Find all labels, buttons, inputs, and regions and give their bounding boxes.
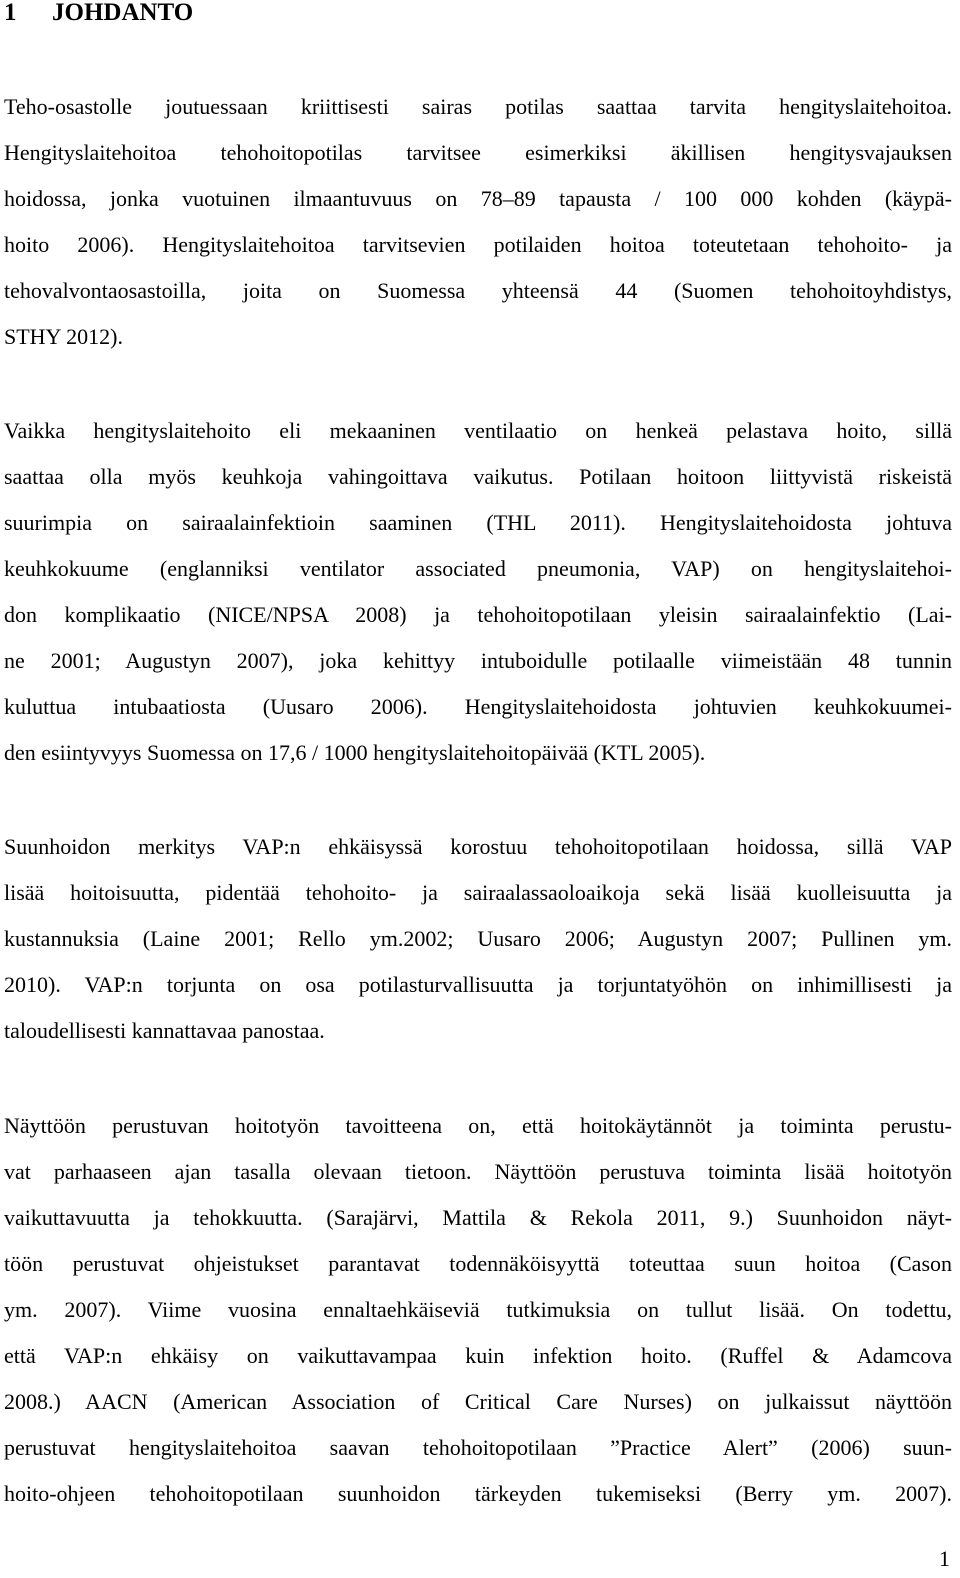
text-line: ne 2001; Augustyn 2007), joka kehittyy intuboidulle potilaalle viimeistään 48 tunnin [4, 648, 952, 673]
chapter-title: JOHDANTO [52, 0, 194, 26]
text-line: 2010). VAP:n torjunta on osa potilasturvallisuutta ja torjuntatyöhön on inhimillisesti ja [4, 972, 952, 997]
text-line: STHY 2012). [4, 324, 123, 349]
paragraph-evidence [4, 1103, 952, 1517]
text-line: taloudellisesti kannattavaa panostaa. [4, 1018, 325, 1043]
text-line: Teho-osastolle joutuessaan kriittisesti sairas potilas saattaa tarvita hengityslaitehoitoa. [4, 94, 952, 119]
text-line: suurimpia on sairaalainfektioin saaminen (THL 2011). Hengityslaitehoidosta johtuva [4, 510, 952, 535]
text-line: perustuvat hengityslaitehoitoa saavan tehohoitopotilaan ”Practice Alert” (2006) suun- [4, 1435, 952, 1460]
text-line: hoidossa, jonka vuotuinen ilmaantuvuus on 78–89 tapausta / 100 000 kohden (käypä- [4, 186, 952, 211]
text-line: töön perustuvat ohjeistukset parantavat todennäköisyyttä toteuttaa suun hoitoa (Cason [4, 1251, 952, 1276]
text-line: vaikuttavuutta ja tehokkuutta. (Sarajärvi, Mattila & Rekola 2011, 9.) Suunhoidon näyt- [4, 1205, 952, 1230]
text-line: tehovalvontaosastoilla, joita on Suomessa yhteensä 44 (Suomen tehohoitoyhdistys, [4, 278, 952, 303]
paragraph-intro [4, 84, 952, 360]
text-line: hoito-ohjeen tehohoitopotilaan suunhoidon tärkeyden tukemiseksi (Berry ym. 2007). [4, 1481, 952, 1506]
chapter-number: 1 [4, 0, 17, 26]
text-line: don komplikaatio (NICE/NPSA 2008) ja tehohoitopotilaan yleisin sairaalainfektio (Lai- [4, 602, 952, 627]
paragraph-vap [4, 408, 952, 776]
text-line: Hengityslaitehoitoa tehohoitopotilas tarvitsee esimerkiksi äkillisen hengitysvajauksen [4, 140, 952, 165]
page-number: 1 [939, 1546, 950, 1571]
text-line: kuluttua intubaatiosta (Uusaro 2006). Hengityslaitehoidosta johtuvien keuhkokuumei- [4, 694, 952, 719]
chapter-heading [4, 0, 193, 31]
text-line: Suunhoidon merkitys VAP:n ehkäisyssä korostuu tehohoitopotilaan hoidossa, sillä VAP [4, 834, 952, 859]
text-line: Näyttöön perustuvan hoitotyön tavoitteena on, että hoitokäytännöt ja toiminta perustu- [4, 1113, 952, 1138]
text-line: keuhkokuume (englanniksi ventilator associated pneumonia, VAP) on hengityslaitehoi- [4, 556, 952, 581]
text-line: saattaa olla myös keuhkoja vahingoittava vaikutus. Potilaan hoitoon liittyvistä riskeistä [4, 464, 952, 489]
text-line: ym. 2007). Viime vuosina ennaltaehkäiseviä tutkimuksia on tullut lisää. On todettu, [4, 1297, 952, 1322]
text-line: vat parhaaseen ajan tasalla olevaan tietoon. Näyttöön perustuva toiminta lisää hoitotyön [4, 1159, 952, 1184]
text-line: kustannuksia (Laine 2001; Rello ym.2002; Uusaro 2006; Augustyn 2007; Pullinen ym. [4, 926, 952, 951]
text-line: 2008.) AACN (American Association of Critical Care Nurses) on julkaissut näyttöön [4, 1389, 952, 1414]
text-line: että VAP:n ehkäisy on vaikuttavampaa kuin infektion hoito. (Ruffel & Adamcova [4, 1343, 952, 1368]
text-line: hoito 2006). Hengityslaitehoitoa tarvitsevien potilaiden hoitoa toteutetaan tehohoito- ja [4, 232, 952, 257]
paragraph-oral-care [4, 824, 952, 1054]
text-line: lisää hoitoisuutta, pidentää tehohoito- ja sairaalassaoloaikoja sekä lisää kuolleisuutta ja [4, 880, 952, 905]
text-line: den esiintyvyys Suomessa on 17,6 / 1000 hengityslaitehoitopäivää (KTL 2005). [4, 740, 706, 765]
text-line: Vaikka hengityslaitehoito eli mekaaninen ventilaatio on henkeä pelastava hoito, sillä [4, 418, 952, 443]
